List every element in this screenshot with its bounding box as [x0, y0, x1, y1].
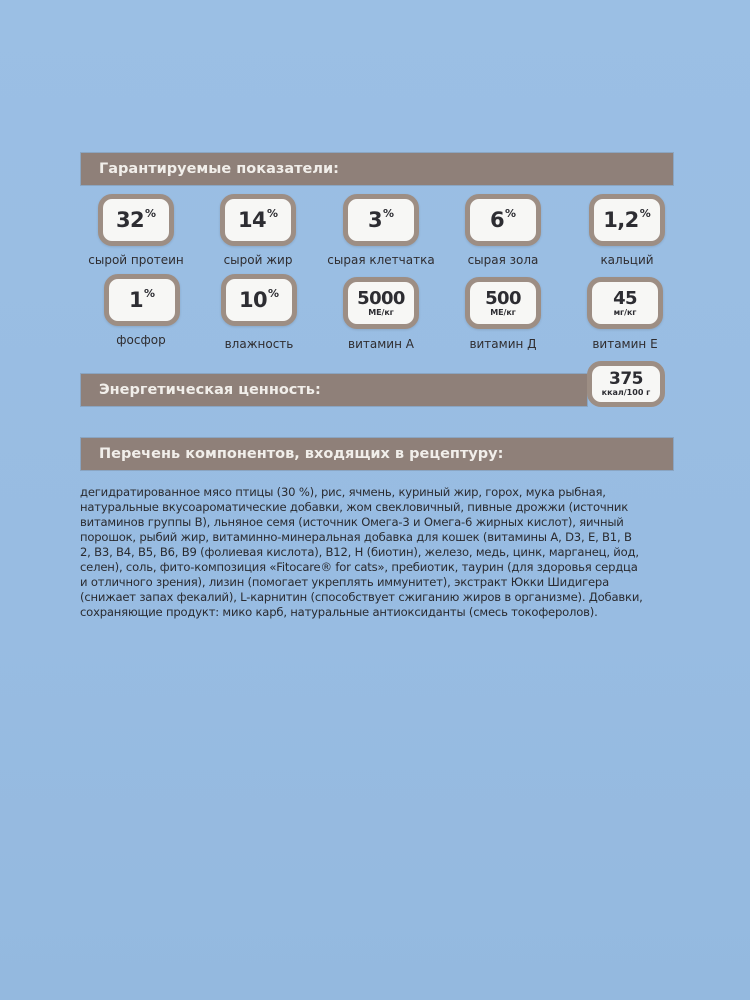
vitamin-d-unit: МЕ/кг: [490, 307, 516, 317]
components-header: [81, 438, 673, 470]
energy-header: [81, 374, 587, 406]
ash-badge: [465, 194, 541, 246]
moisture-percent: %: [268, 286, 280, 300]
vitamin-e-badge: [587, 277, 663, 329]
ash-value: 6: [489, 207, 504, 232]
fat-value: 14: [237, 207, 266, 232]
vitamin-a-value: 5000: [357, 287, 405, 309]
fat-percent: %: [267, 206, 279, 220]
ash-label: сырая зола: [467, 253, 539, 267]
protein-value: 32: [115, 207, 144, 232]
energy-badge: [587, 361, 665, 407]
moisture-label: влажность: [224, 337, 294, 351]
vitamin-a-label: витамин А: [348, 337, 414, 351]
vitamin-e-label: витамин Е: [592, 337, 658, 351]
phosphorus-percent: %: [143, 286, 156, 300]
fiber-percent: %: [382, 206, 395, 220]
energy-value: 375: [609, 369, 643, 389]
vitamin-a-badge: [343, 277, 419, 329]
phosphorus-value: 1: [128, 287, 143, 312]
ash-percent: %: [504, 206, 517, 220]
energy-unit: ккал/100 г: [601, 388, 651, 397]
calcium-percent: %: [639, 206, 651, 220]
vitamin-d-label: витамин Д: [469, 337, 537, 351]
vitamin-d-badge: [465, 277, 541, 329]
protein-badge: [98, 194, 174, 246]
energy-title: Энергетическая ценность:: [99, 382, 321, 398]
fiber-badge: [343, 194, 419, 246]
guaranteed-values-title: Гарантируемые показатели:: [99, 161, 339, 177]
vitamin-a-unit: МЕ/кг: [368, 307, 394, 317]
vitamin-d-value: 500: [485, 287, 521, 309]
moisture-badge: [221, 274, 297, 326]
fiber-label: сырая клетчатка: [327, 253, 435, 267]
vitamin-e-value: 45: [613, 287, 637, 309]
vitamin-e-unit: мг/кг: [613, 307, 637, 317]
fat-badge: [220, 194, 296, 246]
components-title: Перечень компонентов, входящих в рецептуру:: [99, 446, 504, 462]
moisture-value: 10: [238, 287, 267, 312]
phosphorus-label: фосфор: [116, 333, 166, 347]
calcium-label: кальций: [600, 253, 654, 267]
calcium-value: 1,2: [603, 207, 639, 232]
components-text: дегидратированное мясо птицы (30 %), рис, ячмень, куриный жир, горох, мука рыбная, натуральные вкусоароматические добавки, жом свекловичный, пивные дрожжи (источник витаминов группы В), льняное семя (источник Омега-3 и Омега-6 жирных кислот), яичный порошок, рыбий жир, витаминно-минеральная добавка для кошек (витамины А, D3, Е, В1, В 2, В3, В4, В5, В6, В9 (фолиевая кислота), В12, Н (биотин), железо, медь, цинк, марганец, йод, селен), соль, фито-композиция «Fitocare® for cats», пребиотик, таурин (для здоровья сердца и отличного зрения), лизин (помогает укреплять иммунитет), экстракт Юкки Шидигера (снижает запах фекалий), L-карнитин (способствует сжиганию жиров в организме). Добавки, сохраняющие продукт: мико карб, натуральные антиоксиданты (смесь токоферолов).: [80, 485, 643, 619]
protein-percent: %: [145, 206, 157, 220]
guaranteed-values-header: [81, 153, 673, 185]
fat-label: сырой жир: [223, 253, 293, 267]
phosphorus-badge: [104, 274, 180, 326]
fiber-value: 3: [367, 207, 382, 232]
protein-label: сырой протеин: [88, 253, 184, 267]
calcium-badge: [589, 194, 665, 246]
